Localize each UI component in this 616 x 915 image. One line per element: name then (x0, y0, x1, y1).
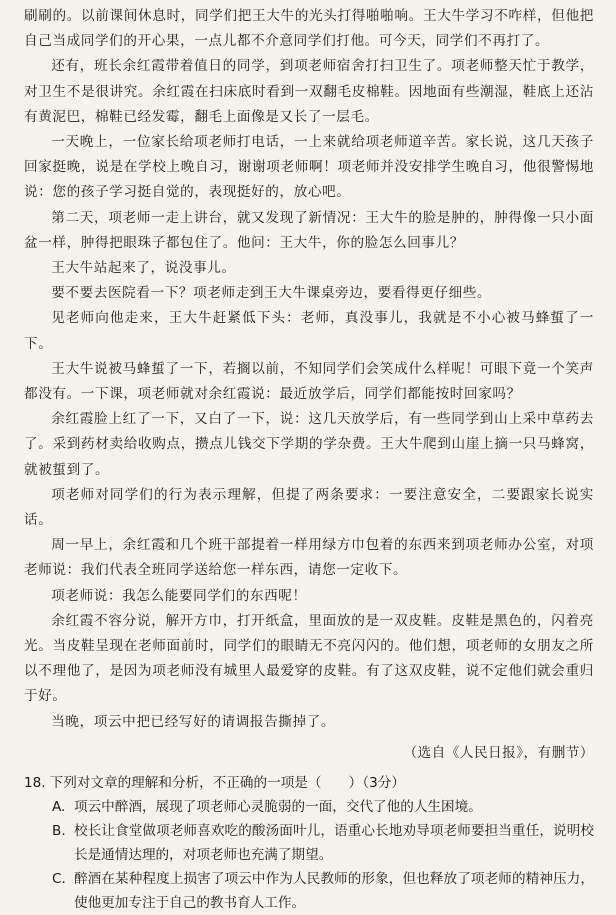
option-text: 项云中醉酒，展现了项老师心灵脆弱的一面，交代了他的人生困境。 (74, 798, 482, 815)
story-paragraph: 项老师对同学们的行为表示理解，但提了两条要求：一要注意安全，二要跟家长说实话。 (24, 486, 594, 529)
question-stem (24, 771, 594, 795)
option-b[interactable] (52, 819, 594, 867)
option-c[interactable] (52, 867, 594, 915)
option-letter: A. (52, 798, 66, 815)
option-a[interactable] (52, 795, 594, 819)
story-paragraph: 刷刷的。以前课间休息时，同学们把王大牛的光头打得啪啪响。王大牛学习不咋样，但他把自己当成同学们的开心果，一点儿都不介意同学们打他。可今天，同学们不再打了。 (24, 8, 594, 50)
story-paragraph: 余红霞脸上红了一下，又白了一下，说：这几天放学后，有一些同学到山上采中草药去了。采到药材卖给收购点，攒点儿钱交下学期的学杂费。王大牛爬到山崖上摘一只马蜂窝，就被蜇到了。 (24, 411, 594, 478)
option-letter: C. (52, 870, 66, 887)
story-paragraph: 还有，班长余红霞带着值日的同学，到项老师宿舍打扫卫生了。项老师整天忙于教学，对卫生不是很讲究。余红霞在扫床底时看到一双翻毛皮棉鞋。因地面有些潮湿，鞋底上还沾有黄泥巴，棉鞋已经发霉，翻毛上面像是又长了一层毛。 (24, 58, 594, 125)
story-paragraph: 王大牛站起来了，说没事儿。 (51, 260, 236, 277)
story-paragraph: 当晚，项云中把已经写好的请调报告撕掉了。 (51, 713, 336, 730)
story-paragraph: 项老师说：我怎么能要同学们的东西呢！ (51, 587, 307, 604)
story-paragraph: 王大牛说被马蜂蜇了一下，若搁以前，不知同学们会笑成什么样呢！可眼下竟一个笑声都没有。一下课，项老师就对余红霞说：最近放学后，同学们都能按时回家吗？ (24, 360, 594, 403)
option-text: 校长让食堂做项老师喜欢吃的酸汤面叶儿，语重心长地劝导项老师要担当重任，说明校长是通情达理的，对项老师也充满了期望。 (74, 822, 594, 863)
option-text: 醉酒在某种程度上损害了项云中作为人民教师的形象，但也释放了项老师的精神压力，使他更加专注于自己的教书育人工作。 (74, 870, 594, 911)
question-number: 18. (24, 774, 46, 791)
option-letter: B. (52, 822, 66, 839)
question-18 (24, 771, 594, 915)
story-paragraph: 第二天，项老师一走上讲台，就又发现了新情况：王大牛的脸是肿的，肿得像一只小面盆一样，肿得把眼珠子都包住了。他问：王大牛，你的脸怎么回事儿？ (24, 209, 594, 251)
story-paragraph: 一天晚上，一位家长给项老师打电话，一上来就给项老师道辛苦。家长说，这几天孩子回家挺晚，说是在学校上晚自习，谢谢项老师啊！项老师并没安排学生晚自习，他很警惕地说：您的孩子学习挺自觉的，表现挺好的，放心吧。 (24, 134, 594, 201)
story-paragraph: 要不要去医院看一下？项老师走到王大牛课桌旁边，要看得更仔细些。 (51, 285, 492, 302)
story-text (24, 4, 594, 735)
source-citation: （选自《人民日报》，有删节） (403, 744, 594, 761)
question-stem-text: 下列对文章的理解和分析，不正确的一项是（ ）（3分） (49, 774, 405, 791)
story-paragraph: 余红霞不容分说，解开方巾，打开纸盒，里面放的是一双皮鞋。皮鞋是黑色的，闪着亮光。当皮鞋呈现在老师面前时，同学们的眼睛无不亮闪闪的。他们想，项老师的女朋友之所以不理他了，是因为项老师没有城里人最爱穿的皮鞋。有了这双皮鞋，说不定他们就会重归于好。 (24, 612, 594, 705)
answer-options (24, 795, 594, 915)
story-paragraph: 周一早上，余红霞和几个班干部提着一样用绿方巾包着的东西来到项老师办公室，对项老师说：我们代表全班同学送给您一样东西，请您一定收下。 (24, 537, 594, 579)
story-paragraph: 见老师向他走来，王大牛赶紧低下头：老师，真没事儿，我就是不小心被马蜂蜇了一下。 (24, 310, 594, 352)
